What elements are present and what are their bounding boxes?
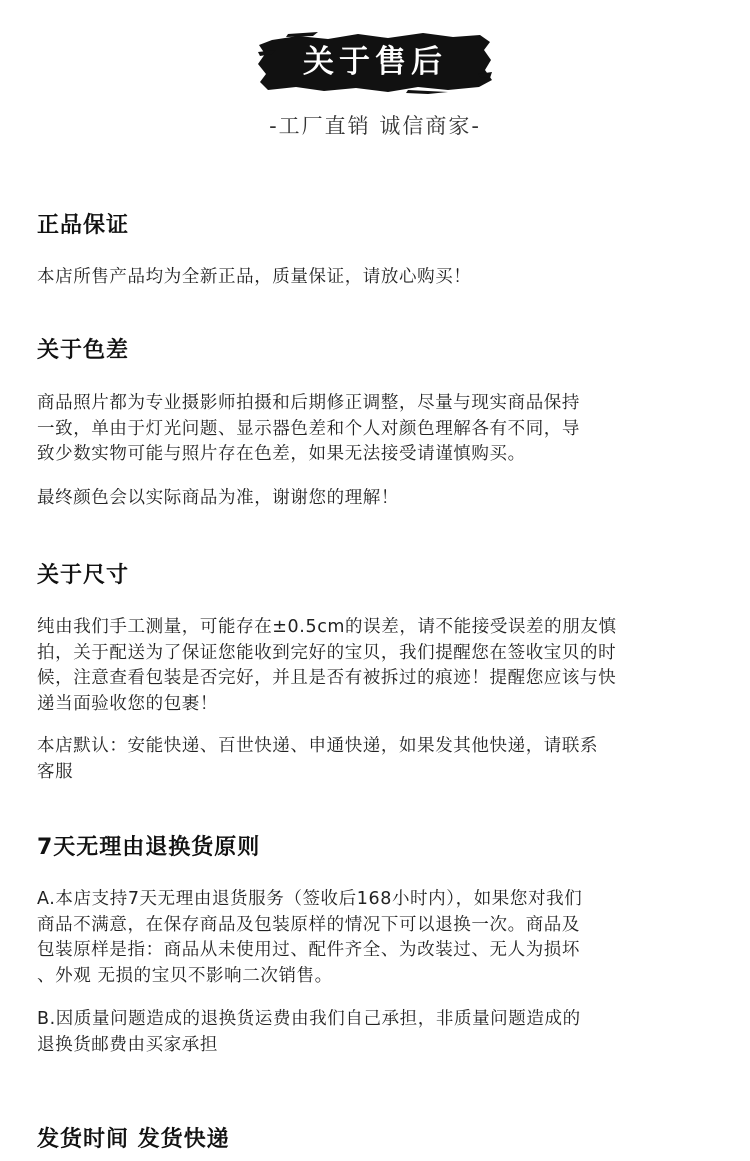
section-paragraph [37,887,737,989]
text-line: 一致，单由于灯光问题、显示器色差和个人对颜色理解各有不同，导 [37,418,580,439]
text-line: 纯由我们手工测量，可能存在±0.5cm的误差，请不能接受误差的朋友慎 [37,617,617,637]
section-paragraph [37,615,737,717]
section-size [37,558,737,785]
text-line: 、外观 无损的宝贝不影响二次销售。 [37,965,333,986]
text-line: 本店所售产品均为全新正品，质量保证，请放心购买！ [37,267,472,287]
section-heading: 正品保证 [37,213,130,238]
section-paragraph [37,391,737,468]
text-line: 本店默认：安能快递、百世快递、申通快递，如果发其他快递，请联系 [37,736,599,756]
text-line: 商品照片都为专业摄影师拍摄和后期修正调整，尽量与现实商品保持 [37,393,580,413]
text-line: B.因质量问题造成的退换货运费由我们自己承担，非质量问题造成的 [37,1009,581,1029]
page-subtitle: -工厂直销 诚信商家- [269,114,481,138]
section-paragraph [37,486,737,512]
text-line: 致少数实物可能与照片存在色差，如果无法接受请谨慎购买。 [37,444,526,464]
text-line: A.本店支持7天无理由退货服务（签收后168小时内），如果您对我们 [37,889,583,909]
text-line: 最终颜色会以实际商品为准，谢谢您的理解！ [37,487,399,508]
text-line: 退换货邮费由买家承担 [37,1034,218,1055]
section-paragraph [37,1007,737,1058]
page-banner [258,30,492,94]
section-heading: 7天无理由退换货原则 [37,835,261,860]
banner-title: 关于售后 [303,44,447,80]
text-line: 客服 [37,761,74,782]
section-heading: 发货时间 发货快递 [37,1127,230,1152]
text-line: 商品不满意，在保存商品及包装原样的情况下可以退换一次。商品及 [37,914,580,935]
section-paragraph [37,734,737,785]
section-heading: 关于尺寸 [37,563,130,588]
text-line: 递当面验收您的包裹！ [37,693,218,714]
section-color-difference [37,333,737,511]
section-return-policy [37,830,737,1058]
text-line: 拍，关于配送为了保证您能收到完好的宝贝，我们提醒您在签收宝贝的时 [37,642,617,663]
section-shipping [37,1122,737,1153]
section-paragraph [37,265,737,291]
section-heading: 关于色差 [37,338,130,363]
text-line: 候，注意查看包装是否完好，并且是否有被拆过的痕迹！提醒您应该与快 [37,668,617,688]
text-line: 包装原样是指：商品从未使用过、配件齐全、为改装过、无人为损坏 [37,940,580,960]
section-genuine-guarantee [37,208,737,291]
